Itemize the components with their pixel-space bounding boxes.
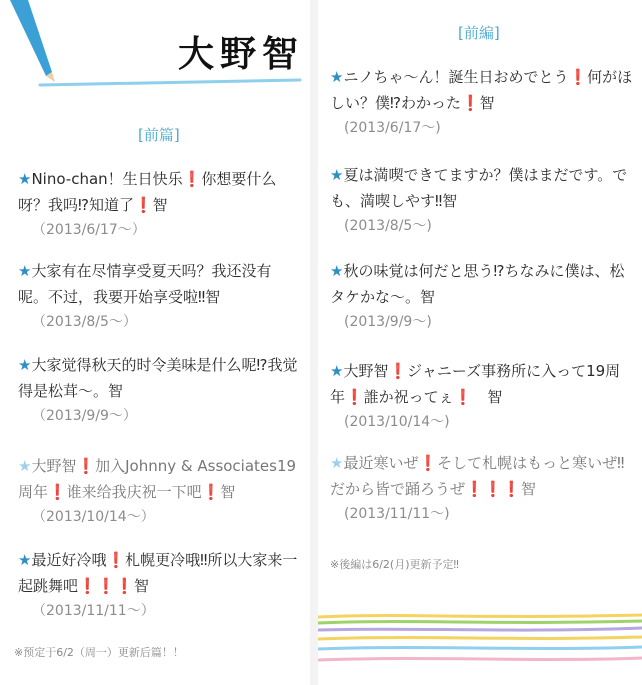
footer-note: ※後編は6/2(月)更新予定‼ — [330, 558, 459, 571]
nav-link-previous[interactable]: [前篇] — [138, 126, 180, 144]
star-icon: ★ — [330, 362, 344, 380]
star-icon: ★ — [330, 262, 344, 280]
list-item: ★大家觉得秋天的时令美味是什么呢⁉我觉得是松茸〜。智 （2013/9/9〜） — [18, 356, 298, 424]
star-icon: ★ — [18, 262, 32, 280]
star-icon: ★ — [330, 454, 344, 472]
star-icon: ★ — [18, 457, 32, 475]
page-title: 大野智 — [178, 34, 305, 75]
list-item: ★大野智❗ジャニーズ事務所に入って19周年❗誰か祝ってぇ❗ 智 (2013/10/14〜) — [330, 362, 621, 430]
star-icon: ★ — [330, 68, 344, 86]
star-icon: ★ — [18, 356, 32, 374]
footer-note: ※预定于6/2（周一）更新后篇！！ — [14, 646, 184, 659]
list-item: ★ニノちゃ〜ん！誕生日おめでとう❗何がほしい？僕⁉わかった❗智 (2013/6/17〜) — [330, 68, 633, 136]
star-icon: ★ — [18, 170, 32, 188]
left-panel — [0, 0, 310, 685]
decorative-stripes — [318, 605, 642, 685]
list-item: ★秋の味覚は何だと思う⁉ちなみに僕は、松タケかな〜。智 (2013/9/9〜) — [330, 262, 625, 330]
list-item: ★夏は満喫できてますか？僕はまだです。でも、満喫しやす‼智 (2013/8/5〜) — [330, 166, 628, 234]
list-item: ★最近好冷哦❗札幌更冷哦‼所以大家来一起跳舞吧❗❗❗智 （2013/11/11〜） — [18, 551, 298, 619]
star-icon: ★ — [18, 551, 32, 569]
star-icon: ★ — [330, 166, 344, 184]
list-item: ★大野智❗加入Johnny & Associates19周年❗谁来给我庆祝一下吧❗智 （2013/10/14〜） — [18, 457, 297, 525]
title-header — [0, 0, 310, 110]
list-item: ★大家有在尽情享受夏天吗？我还没有呢。不过，我要开始享受啦‼智 （2013/8/5〜） — [18, 262, 272, 330]
list-item: ★Nino-chan！生日快乐❗你想要什么呀？我吗⁉知道了❗智 （2013/6/17〜） — [18, 170, 277, 238]
panel-divider — [310, 0, 318, 685]
right-panel — [318, 0, 642, 685]
nav-link-previous[interactable]: [前編] — [458, 24, 500, 42]
list-item: ★最近寒いぜ❗そして札幌はもっと寒いぜ‼だから皆で踊ろうぜ❗❗❗智 (2013/11/11〜) — [330, 454, 625, 522]
